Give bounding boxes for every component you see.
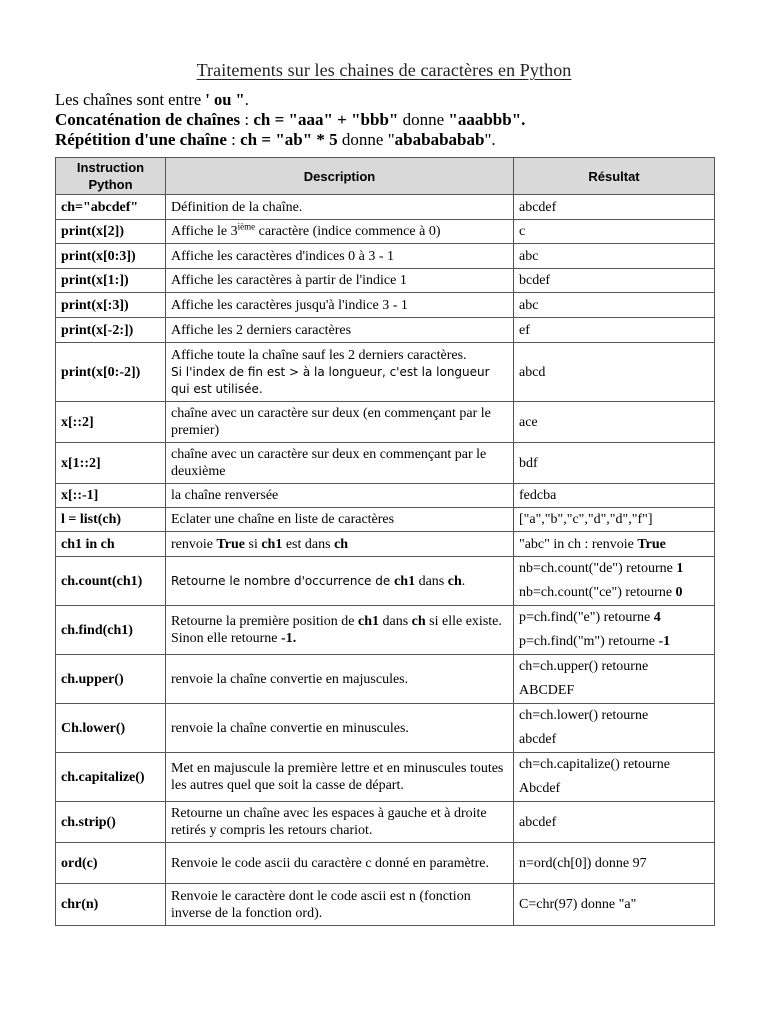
table-row — [56, 802, 715, 843]
header-description: Description — [166, 158, 514, 195]
instruction-cell: ch.count(ch1) — [56, 557, 166, 606]
intro-expression: ch = "aaa" + "bbb" — [253, 110, 399, 129]
page-title: Traitements sur les chaines de caractères en Python — [196, 60, 572, 80]
intro-label: Concaténation de chaînes — [55, 110, 241, 129]
result-line — [519, 557, 709, 581]
description-cell: Affiche les caractères jusqu'à l'indice 3 - 1 — [166, 293, 514, 318]
intro-line-concatenation — [55, 110, 755, 130]
intro-text: ". — [484, 130, 496, 149]
result-line: ABCDEF — [519, 683, 575, 698]
instruction-cell: x[::-1] — [56, 484, 166, 508]
description-cell: Affiche les caractères à partir de l'indice 1 — [166, 269, 514, 293]
instruction-cell: print(x[-2:]) — [56, 318, 166, 343]
table-row — [56, 195, 715, 220]
description-cell: Affiche les 2 derniers caractères — [166, 318, 514, 343]
instruction-cell: print(x[:3]) — [56, 293, 166, 318]
result-line: ch=ch.capitalize() retourne — [519, 757, 670, 772]
result-cell: ["a","b","c","d","d","f"] — [514, 508, 715, 532]
table-row — [56, 443, 715, 484]
instruction-cell: ch1 in ch — [56, 532, 166, 557]
instruction-cell: ch.strip() — [56, 802, 166, 843]
table-row — [56, 655, 715, 704]
result-cell — [514, 655, 715, 704]
result-cell — [514, 557, 715, 606]
instruction-cell: ch.upper() — [56, 655, 166, 704]
result-line: Abcdef — [519, 781, 561, 796]
result-cell — [514, 532, 715, 557]
result-text: "abc" in ch : renvoie — [519, 536, 638, 552]
description-cell — [166, 343, 514, 402]
result-text: nb=ch.count("ce") retourne — [519, 585, 676, 600]
description-text: . — [461, 573, 466, 589]
instruction-cell: print(x[0:-2]) — [56, 343, 166, 402]
intro-line-quotes — [55, 90, 755, 110]
table-row — [56, 606, 715, 655]
intro-expression: ch = "ab" * 5 — [240, 130, 338, 149]
instruction-cell: chr(n) — [56, 884, 166, 926]
result-line: ch=ch.lower() retourne — [519, 708, 649, 723]
superscript: ième — [237, 221, 256, 232]
description-text: Retourne le nombre d'occurrence de — [171, 573, 395, 588]
instruction-cell: ch="abcdef" — [56, 195, 166, 220]
table-row — [56, 343, 715, 402]
table-row — [56, 508, 715, 532]
table-row — [56, 293, 715, 318]
description-cell — [166, 532, 514, 557]
result-cell — [514, 704, 715, 753]
intro-text: : — [226, 130, 241, 149]
keyword: True — [637, 536, 666, 552]
keyword: ch — [411, 614, 426, 629]
instruction-cell: l = list(ch) — [56, 508, 166, 532]
result-line — [519, 606, 709, 630]
instruction-cell: Ch.lower() — [56, 704, 166, 753]
table-row — [56, 557, 715, 606]
table-row — [56, 532, 715, 557]
instruction-cell: ch.find(ch1) — [56, 606, 166, 655]
result-cell: ef — [514, 318, 715, 343]
keyword: ch1 — [261, 536, 283, 552]
intro-text: : — [240, 110, 254, 129]
intro-text: Les chaînes sont entre — [55, 90, 206, 109]
description-cell: Eclater une chaîne en liste de caractères — [166, 508, 514, 532]
intro-quotes: ' ou " — [205, 90, 245, 109]
table-row — [56, 843, 715, 884]
intro-line-repetition — [55, 130, 755, 150]
description-cell: renvoie la chaîne convertie en majuscules. — [166, 655, 514, 704]
keyword: ch1 — [394, 573, 416, 589]
instruction-cell: x[1::2] — [56, 443, 166, 484]
description-cell — [166, 220, 514, 244]
description-cell: renvoie la chaîne convertie en minuscules. — [166, 704, 514, 753]
keyword: -1. — [281, 631, 297, 646]
result-line: abcdef — [519, 732, 557, 747]
description-text: dans — [379, 614, 412, 629]
description-cell: Renvoie le caractère dont le code ascii est n (fonction inverse de la fonction ord). — [166, 884, 514, 926]
table-row — [56, 220, 715, 244]
description-text: Si l'index de fin est > à la longueur, c'est la longueur qui est utilisée. — [171, 364, 490, 396]
intro-result: "aaabbb". — [448, 110, 526, 129]
result-line — [519, 630, 709, 654]
result-cell: abcd — [514, 343, 715, 402]
description-cell — [166, 606, 514, 655]
intro-text: . — [244, 90, 249, 109]
description-text: si elle existe. Sinon elle retourne — [171, 614, 502, 646]
result-cell: fedcba — [514, 484, 715, 508]
table-row — [56, 402, 715, 443]
description-cell: Retourne un chaîne avec les espaces à gauche et à droite retirés y compris les retours chariot. — [166, 802, 514, 843]
keyword: True — [216, 536, 245, 552]
result-cell: ace — [514, 402, 715, 443]
result-cell — [514, 606, 715, 655]
description-text: est dans — [282, 536, 335, 552]
description-cell: Affiche les caractères d'indices 0 à 3 - 1 — [166, 244, 514, 269]
result-line: ch=ch.upper() retourne — [519, 659, 649, 674]
string-methods-table — [55, 157, 715, 926]
description-text: dans — [415, 573, 448, 589]
intro-text: donne — [398, 110, 449, 129]
result-cell: abcdef — [514, 802, 715, 843]
result-cell: bdf — [514, 443, 715, 484]
description-cell: Met en majuscule la première lettre et en minuscules toutes les autres quel que soit la casse de départ. — [166, 753, 514, 802]
instruction-cell: x[::2] — [56, 402, 166, 443]
result-cell: c — [514, 220, 715, 244]
result-cell — [514, 753, 715, 802]
keyword: ch1 — [358, 614, 379, 629]
table-row — [56, 269, 715, 293]
table-header-row — [56, 158, 715, 195]
intro-text: donne " — [337, 130, 395, 149]
instruction-cell: ord(c) — [56, 843, 166, 884]
intro-block — [55, 90, 755, 150]
intro-result: ababababab — [394, 130, 485, 149]
header-resultat: Résultat — [514, 158, 715, 195]
description-cell: la chaîne renversée — [166, 484, 514, 508]
keyword: 1 — [676, 561, 684, 576]
description-cell: Définition de la chaîne. — [166, 195, 514, 220]
table-row — [56, 704, 715, 753]
table-row — [56, 318, 715, 343]
result-cell: C=chr(97) donne "a" — [514, 884, 715, 926]
keyword: ch — [447, 573, 462, 589]
description-cell: chaîne avec un caractère sur deux en commençant par le deuxième — [166, 443, 514, 484]
header-instruction: Instruction Python — [56, 158, 166, 195]
description-text: Affiche le 3 — [171, 224, 238, 239]
result-cell: n=ord(ch[0]) donne 97 — [514, 843, 715, 884]
table-row — [56, 244, 715, 269]
result-cell: abc — [514, 293, 715, 318]
result-text: p=ch.find("m") retourne — [519, 634, 659, 649]
instruction-cell: ch.capitalize() — [56, 753, 166, 802]
description-cell — [166, 557, 514, 606]
result-cell: abcdef — [514, 195, 715, 220]
keyword: 0 — [675, 585, 683, 600]
result-text: nb=ch.count("de") retourne — [519, 561, 677, 576]
instruction-cell: print(x[1:]) — [56, 269, 166, 293]
intro-label: Répétition d'une chaîne — [55, 130, 227, 149]
instruction-cell: print(x[0:3]) — [56, 244, 166, 269]
description-text: si — [245, 536, 262, 552]
result-text: p=ch.find("e") retourne — [519, 610, 654, 625]
result-line — [519, 581, 709, 605]
keyword: -1 — [658, 634, 671, 649]
description-text: renvoie — [171, 536, 217, 552]
keyword: 4 — [653, 610, 661, 625]
instruction-cell: print(x[2]) — [56, 220, 166, 244]
table-row — [56, 753, 715, 802]
description-cell: Renvoie le code ascii du caractère c donné en paramètre. — [166, 843, 514, 884]
table-row — [56, 884, 715, 926]
table-row — [56, 484, 715, 508]
result-cell: bcdef — [514, 269, 715, 293]
description-cell: chaîne avec un caractère sur deux (en commençant par le premier) — [166, 402, 514, 443]
description-text: caractère (indice commence à 0) — [255, 224, 441, 239]
result-cell: abc — [514, 244, 715, 269]
description-text: Affiche toute la chaîne sauf les 2 derniers caractères. — [171, 347, 467, 363]
keyword: ch — [334, 536, 349, 552]
description-text: Retourne la première position de — [171, 614, 358, 629]
